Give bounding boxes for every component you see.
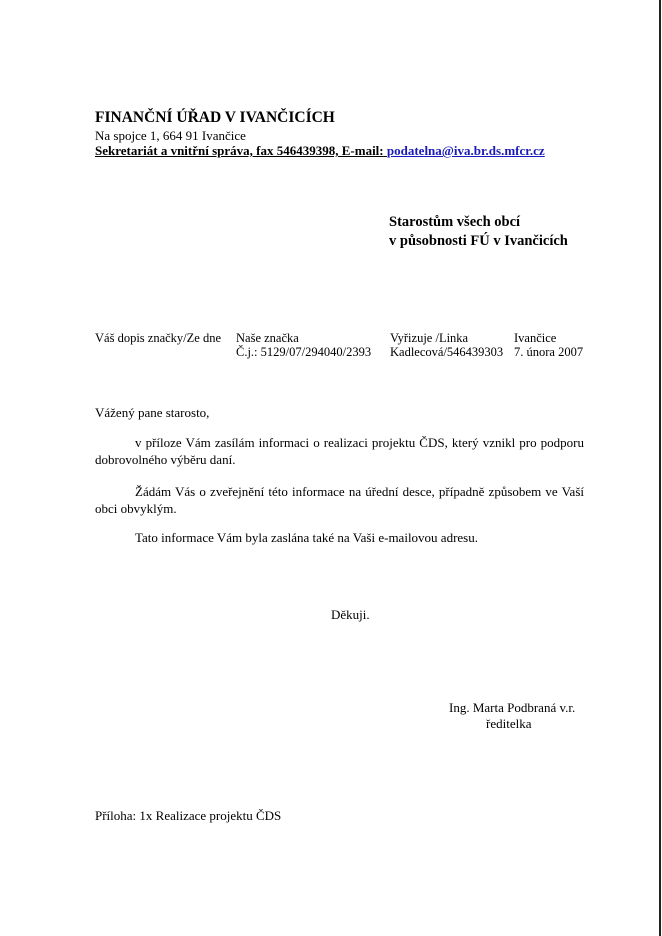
thanks: Děkuji. xyxy=(331,607,370,622)
our-ref-value: Č.j.: 5129/07/294040/2393 xyxy=(236,345,372,359)
secretariat-line xyxy=(95,143,545,159)
recipient-line-1: Starostům všech obcí xyxy=(389,214,521,230)
date: 7. února 2007 xyxy=(514,345,584,359)
signature-name: Ing. Marta Podbraná v.r. xyxy=(449,700,576,715)
paragraph-3: Tato informace Vám byla zaslána také na Vaši e-mailovou adresu. xyxy=(135,530,478,545)
handled-by-label: Vyřizuje /Linka xyxy=(390,331,469,345)
paragraph-2: Žádám Vás o zveřejnění této informace na úřední desce, případně způsobem ve Vaší obci obvyklým. xyxy=(95,484,584,516)
your-letter-label: Váš dopis značky/Ze dne xyxy=(95,331,222,345)
page-edge xyxy=(659,0,661,936)
attachment-note: Příloha: 1x Realizace projektu ČDS xyxy=(95,808,282,823)
office-name: FINANČNÍ ÚŘAD V IVANČICÍCH xyxy=(95,109,335,126)
our-ref-label: Naše značka xyxy=(236,331,299,345)
handled-by-value: Kadlecová/546439303 xyxy=(390,345,504,359)
email-link[interactable]: podatelna@iva.br.ds.mfcr.cz xyxy=(386,143,545,158)
signature-title: ředitelka xyxy=(486,716,532,731)
paragraph-1: v příloze Vám zasílám informaci o realizaci projektu ČDS, který vznikl pro podporu dobrovolného výběru daní. xyxy=(95,435,584,467)
secretariat-text: Sekretariát a vnitřní správa, fax 546439398, E-mail: xyxy=(95,143,384,158)
office-address: Na spojce 1, 664 91 Ivančice xyxy=(95,128,246,143)
place: Ivančice xyxy=(514,331,557,345)
salutation: Vážený pane starosto, xyxy=(95,405,210,420)
recipient-line-2: v působnosti FÚ v Ivančicích xyxy=(389,233,568,249)
